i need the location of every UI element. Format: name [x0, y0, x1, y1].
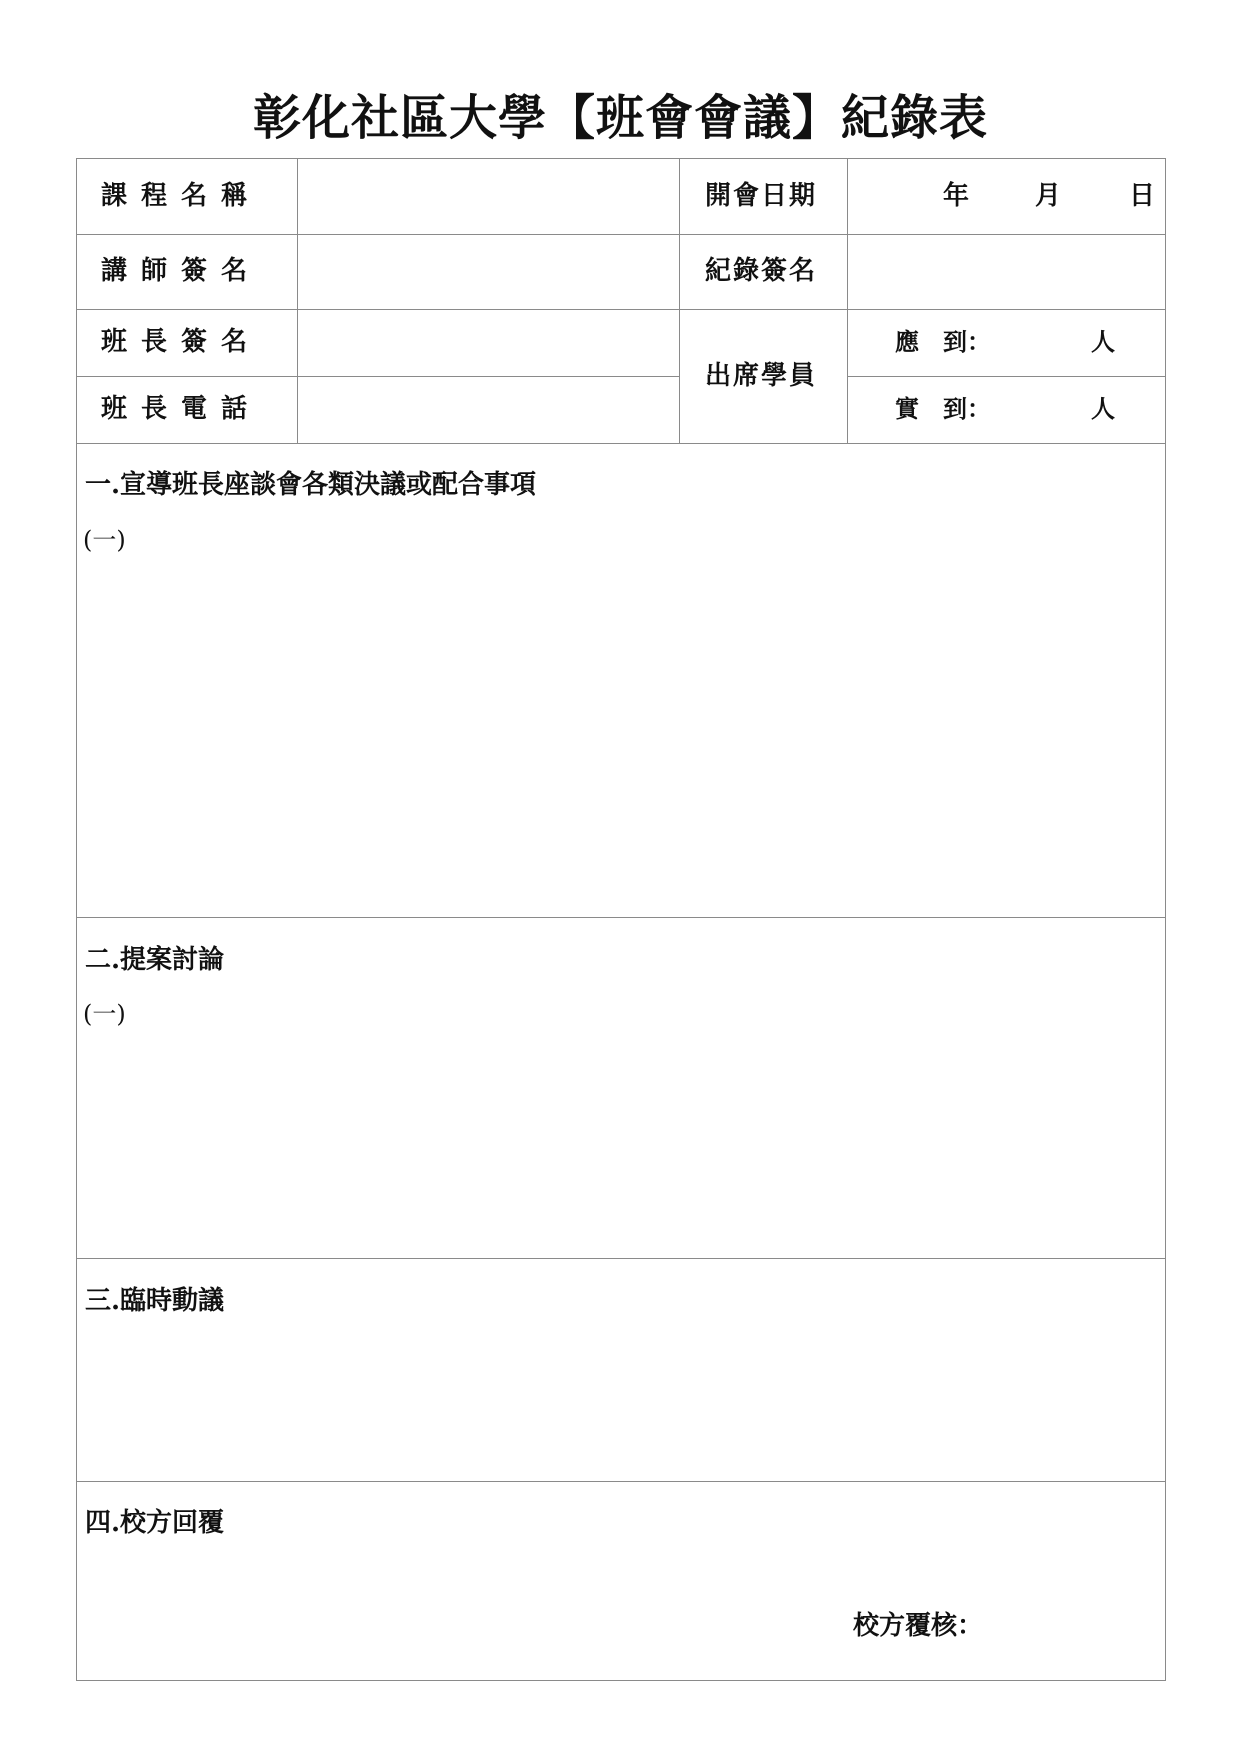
- expected-person-unit: 人: [1091, 327, 1115, 356]
- teacher-sign-label: 講師簽名: [101, 256, 262, 286]
- section-proposals-title: 二.提案討論: [85, 945, 225, 975]
- section-divider: [77, 917, 1165, 918]
- section-announcements-item-1: (一): [83, 526, 126, 554]
- meeting-date-label: 開會日期: [705, 181, 818, 211]
- recorder-sign-field[interactable]: [848, 235, 1165, 309]
- column-divider: [679, 159, 680, 443]
- date-month-label: 月: [1035, 181, 1062, 211]
- course-name-field[interactable]: [298, 159, 679, 234]
- recorder-sign-label: 紀錄簽名: [705, 256, 818, 286]
- course-name-label: 課程名稱: [101, 181, 262, 211]
- attendance-label: 出席學員: [705, 361, 818, 391]
- section-announcements-content[interactable]: [77, 559, 1165, 917]
- row-divider: [847, 376, 1165, 377]
- teacher-sign-field[interactable]: [298, 235, 679, 309]
- section-announcements-title: 一.宣導班長座談會各類決議或配合事項: [85, 470, 537, 500]
- section-extempore-title: 三.臨時動議: [85, 1286, 225, 1316]
- monitor-phone-label: 班長電話: [101, 394, 262, 424]
- section-proposals-item-1: (一): [83, 1000, 126, 1028]
- section-divider: [77, 1481, 1165, 1482]
- actual-attendance-label: 實 到：: [895, 394, 991, 423]
- section-divider: [77, 1258, 1165, 1259]
- expected-attendance-label: 應 到：: [895, 327, 991, 356]
- meeting-record-form: [76, 158, 1166, 1681]
- monitor-sign-field[interactable]: [298, 310, 679, 376]
- page-title: 彰化社區大學【班會會議】紀錄表: [252, 90, 988, 146]
- actual-person-unit: 人: [1091, 394, 1115, 423]
- section-school-reply-title: 四.校方回覆: [85, 1508, 225, 1538]
- date-day-label: 日: [1129, 181, 1156, 211]
- meeting-date-field[interactable]: [848, 159, 1165, 234]
- section-divider: [77, 443, 1165, 444]
- section-extempore-content[interactable]: [77, 1319, 1165, 1481]
- monitor-phone-field[interactable]: [298, 377, 679, 443]
- section-proposals-content[interactable]: [77, 1033, 1165, 1258]
- school-review-label: 校方覆核：: [853, 1611, 984, 1641]
- monitor-sign-label: 班長簽名: [101, 327, 262, 357]
- date-year-label: 年: [943, 181, 970, 211]
- school-review-field[interactable]: [987, 1599, 1163, 1659]
- section-school-reply-content[interactable]: [77, 1541, 837, 1679]
